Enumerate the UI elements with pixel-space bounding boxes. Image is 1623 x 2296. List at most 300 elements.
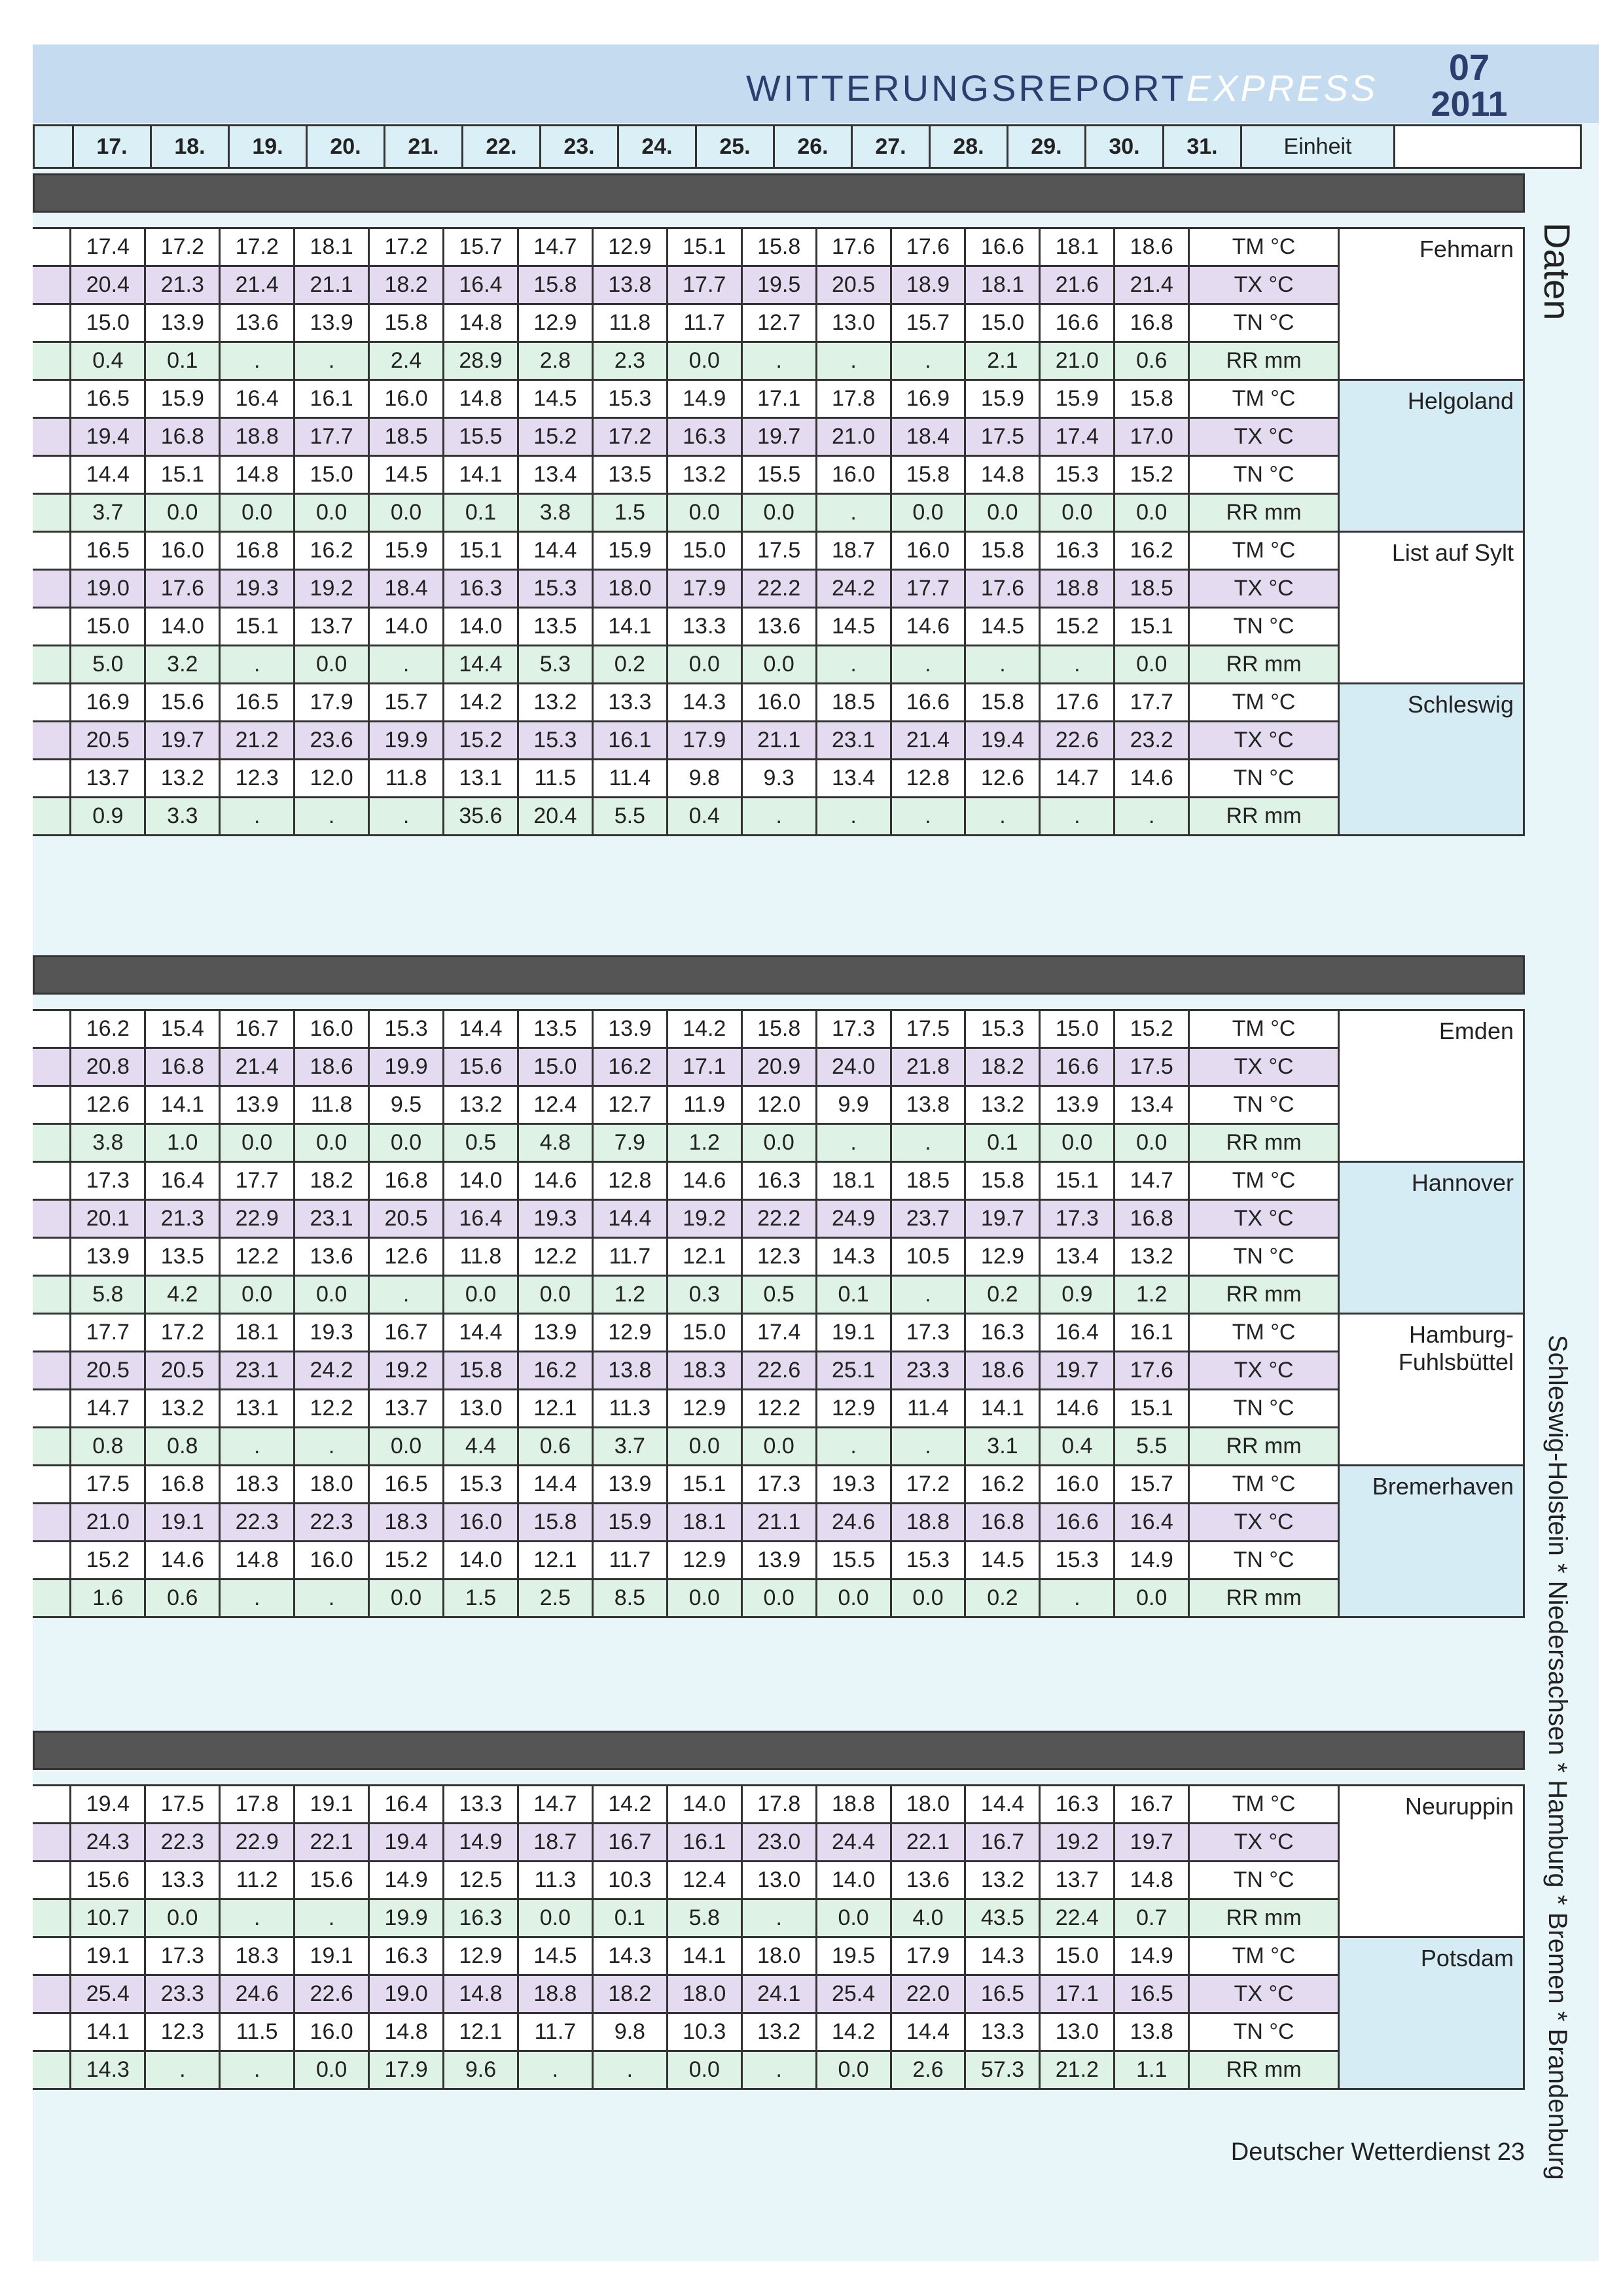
- value-cell: 14.0: [816, 1862, 891, 1899]
- value-cell: 16.2: [965, 1466, 1040, 1504]
- value-cell: 0.0: [145, 494, 220, 532]
- value-cell: 13.8: [891, 1086, 965, 1124]
- value-cell: 24.3: [71, 1824, 145, 1862]
- value-cell: 19.3: [220, 570, 294, 608]
- unit-cell: TM °C: [1189, 1162, 1339, 1200]
- value-cell: 0.0: [145, 1899, 220, 1937]
- value-cell: 15.3: [444, 1466, 518, 1504]
- value-cell: 14.8: [220, 1542, 294, 1580]
- value-cell: 18.1: [816, 1162, 891, 1200]
- value-cell: 18.3: [369, 1504, 444, 1542]
- value-cell: 14.4: [444, 646, 518, 684]
- value-cell: 17.5: [1115, 1048, 1189, 1086]
- value-cell: 17.6: [965, 570, 1040, 608]
- value-cell: 4.8: [518, 1124, 592, 1162]
- value-cell: 18.3: [220, 1466, 294, 1504]
- unit-cell: TN °C: [1189, 608, 1339, 646]
- value-cell: 16.0: [1040, 1466, 1115, 1504]
- row-spacer-cell: [33, 646, 71, 684]
- value-cell: 18.5: [891, 1162, 965, 1200]
- value-cell: 13.8: [592, 1352, 667, 1390]
- value-cell: 14.3: [965, 1937, 1040, 1975]
- value-cell: 0.0: [1115, 494, 1189, 532]
- table-row: [33, 380, 1524, 418]
- section-title-bar: [33, 955, 1525, 995]
- value-cell: 13.3: [965, 2013, 1040, 2051]
- row-spacer-cell: [33, 228, 71, 266]
- value-cell: 0.5: [444, 1124, 518, 1162]
- value-cell: 15.8: [1115, 380, 1189, 418]
- table-row: [33, 608, 1524, 646]
- value-cell: 9.6: [444, 2051, 518, 2089]
- value-cell: 12.6: [965, 760, 1040, 798]
- value-cell: 14.5: [965, 608, 1040, 646]
- value-cell: 17.0: [1115, 418, 1189, 456]
- value-cell: .: [1040, 798, 1115, 836]
- value-cell: 15.1: [220, 608, 294, 646]
- unit-cell: TM °C: [1189, 1314, 1339, 1352]
- value-cell: 18.5: [369, 418, 444, 456]
- value-cell: 11.5: [220, 2013, 294, 2051]
- table-row: [33, 1899, 1524, 1937]
- value-cell: 22.4: [1040, 1899, 1115, 1937]
- value-cell: 11.8: [444, 1238, 518, 1276]
- table-row: [33, 684, 1524, 722]
- value-cell: 1.5: [592, 494, 667, 532]
- value-cell: 11.7: [592, 1542, 667, 1580]
- value-cell: 10.3: [592, 1862, 667, 1899]
- row-spacer-cell: [33, 494, 71, 532]
- value-cell: .: [294, 1428, 369, 1466]
- value-cell: 14.9: [1115, 1937, 1189, 1975]
- value-cell: 10.5: [891, 1238, 965, 1276]
- value-cell: 16.0: [891, 532, 965, 570]
- value-cell: 15.8: [965, 532, 1040, 570]
- station-name: Helgoland: [1338, 380, 1524, 532]
- value-cell: 0.0: [741, 1124, 816, 1162]
- value-cell: 4.2: [145, 1276, 220, 1314]
- section-title-bar: [33, 1731, 1525, 1770]
- value-cell: 0.0: [220, 1276, 294, 1314]
- value-cell: 18.6: [294, 1048, 369, 1086]
- unit-cell: TN °C: [1189, 1238, 1339, 1276]
- table-row: [33, 1314, 1524, 1352]
- unit-cell: TX °C: [1189, 1352, 1339, 1390]
- value-cell: 15.8: [518, 266, 592, 304]
- value-cell: 18.8: [891, 1504, 965, 1542]
- value-cell: 17.8: [816, 380, 891, 418]
- value-cell: 8.5: [592, 1580, 667, 1617]
- value-cell: 18.8: [518, 1975, 592, 2013]
- unit-cell: RR mm: [1189, 1580, 1339, 1617]
- value-cell: 13.3: [592, 684, 667, 722]
- value-cell: 22.9: [220, 1824, 294, 1862]
- value-cell: 15.2: [444, 722, 518, 760]
- value-cell: 12.2: [220, 1238, 294, 1276]
- value-cell: 3.8: [518, 494, 592, 532]
- value-cell: 13.7: [369, 1390, 444, 1428]
- value-cell: 14.3: [592, 1937, 667, 1975]
- value-cell: 16.6: [1040, 304, 1115, 342]
- day-header: 31.: [1164, 126, 1241, 168]
- value-cell: 19.7: [1040, 1352, 1115, 1390]
- unit-cell: TM °C: [1189, 1466, 1339, 1504]
- value-cell: 15.6: [145, 684, 220, 722]
- value-cell: 16.0: [816, 456, 891, 494]
- value-cell: 13.2: [518, 684, 592, 722]
- value-cell: 12.1: [444, 2013, 518, 2051]
- unit-cell: TX °C: [1189, 418, 1339, 456]
- value-cell: 0.6: [145, 1580, 220, 1617]
- value-cell: 16.4: [1040, 1314, 1115, 1352]
- value-cell: 16.6: [891, 684, 965, 722]
- value-cell: 17.2: [145, 1314, 220, 1352]
- table-row: [33, 418, 1524, 456]
- value-cell: 0.0: [741, 1580, 816, 1617]
- value-cell: 16.2: [592, 1048, 667, 1086]
- value-cell: 16.7: [369, 1314, 444, 1352]
- table-row: [33, 1048, 1524, 1086]
- value-cell: 16.3: [444, 1899, 518, 1937]
- value-cell: 9.8: [592, 2013, 667, 2051]
- day-header: 21.: [385, 126, 463, 168]
- value-cell: 21.3: [145, 1200, 220, 1238]
- unit-cell: TX °C: [1189, 722, 1339, 760]
- value-cell: 14.6: [518, 1162, 592, 1200]
- table-row: [33, 798, 1524, 836]
- value-cell: 13.2: [667, 456, 741, 494]
- row-spacer-cell: [33, 1862, 71, 1899]
- value-cell: 0.0: [294, 2051, 369, 2089]
- day-header: 24.: [618, 126, 696, 168]
- value-cell: 16.5: [965, 1975, 1040, 2013]
- value-cell: 21.1: [741, 722, 816, 760]
- table-row: [33, 266, 1524, 304]
- value-cell: 18.8: [816, 1786, 891, 1824]
- value-cell: 12.7: [741, 304, 816, 342]
- table-row: [33, 1010, 1524, 1048]
- value-cell: 14.2: [592, 1786, 667, 1824]
- row-spacer-cell: [33, 1542, 71, 1580]
- value-cell: 18.3: [667, 1352, 741, 1390]
- value-cell: 19.1: [294, 1786, 369, 1824]
- value-cell: 17.3: [741, 1466, 816, 1504]
- unit-cell: RR mm: [1189, 1276, 1339, 1314]
- value-cell: 24.6: [220, 1975, 294, 2013]
- row-spacer-cell: [33, 266, 71, 304]
- value-cell: 9.8: [667, 760, 741, 798]
- value-cell: 18.0: [294, 1466, 369, 1504]
- value-cell: 11.7: [592, 1238, 667, 1276]
- value-cell: .: [1040, 646, 1115, 684]
- table-row: [33, 1238, 1524, 1276]
- table-row: [33, 1786, 1524, 1824]
- value-cell: 15.2: [71, 1542, 145, 1580]
- value-cell: 17.6: [816, 228, 891, 266]
- value-cell: 19.9: [369, 722, 444, 760]
- value-cell: 17.7: [891, 570, 965, 608]
- row-spacer-cell: [33, 684, 71, 722]
- value-cell: 20.5: [816, 266, 891, 304]
- value-cell: 19.7: [1115, 1824, 1189, 1862]
- value-cell: 16.8: [369, 1162, 444, 1200]
- value-cell: 17.1: [741, 380, 816, 418]
- row-spacer-cell: [33, 1276, 71, 1314]
- value-cell: 18.6: [1115, 228, 1189, 266]
- value-cell: 16.8: [145, 1048, 220, 1086]
- value-cell: 15.8: [444, 1352, 518, 1390]
- value-cell: 17.9: [891, 1937, 965, 1975]
- value-cell: 12.6: [71, 1086, 145, 1124]
- value-cell: 18.2: [965, 1048, 1040, 1086]
- value-cell: 1.2: [1115, 1276, 1189, 1314]
- value-cell: 1.1: [1115, 2051, 1189, 2089]
- value-cell: 2.1: [965, 342, 1040, 380]
- value-cell: 21.2: [220, 722, 294, 760]
- value-cell: .: [816, 798, 891, 836]
- value-cell: 0.0: [891, 494, 965, 532]
- value-cell: 0.0: [816, 2051, 891, 2089]
- unit-cell: TX °C: [1189, 266, 1339, 304]
- value-cell: 12.9: [816, 1390, 891, 1428]
- table-row: [33, 722, 1524, 760]
- value-cell: 13.7: [1040, 1862, 1115, 1899]
- value-cell: 0.0: [518, 1899, 592, 1937]
- value-cell: 14.0: [145, 608, 220, 646]
- row-spacer-cell: [33, 1086, 71, 1124]
- value-cell: 16.2: [294, 532, 369, 570]
- value-cell: 17.7: [220, 1162, 294, 1200]
- value-cell: 15.7: [891, 304, 965, 342]
- value-cell: 0.0: [220, 1124, 294, 1162]
- value-cell: 14.4: [592, 1200, 667, 1238]
- value-cell: 23.1: [294, 1200, 369, 1238]
- value-cell: 17.1: [667, 1048, 741, 1086]
- value-cell: 16.8: [1115, 1200, 1189, 1238]
- table-row: [33, 1390, 1524, 1428]
- value-cell: 11.4: [592, 760, 667, 798]
- value-cell: 0.8: [71, 1428, 145, 1466]
- value-cell: .: [1040, 1580, 1115, 1617]
- value-cell: 16.4: [220, 380, 294, 418]
- station-data-table: [33, 1784, 1525, 2090]
- value-cell: .: [220, 1580, 294, 1617]
- row-spacer-cell: [33, 1010, 71, 1048]
- value-cell: 17.5: [891, 1010, 965, 1048]
- value-cell: 0.1: [816, 1276, 891, 1314]
- value-cell: 17.2: [369, 228, 444, 266]
- value-cell: 19.1: [294, 1937, 369, 1975]
- value-cell: .: [816, 494, 891, 532]
- unit-cell: TX °C: [1189, 1824, 1339, 1862]
- value-cell: 11.4: [891, 1390, 965, 1428]
- value-cell: 16.6: [1040, 1048, 1115, 1086]
- value-cell: 22.3: [294, 1504, 369, 1542]
- value-cell: 0.6: [518, 1428, 592, 1466]
- value-cell: 0.0: [667, 1428, 741, 1466]
- row-spacer-cell: [33, 760, 71, 798]
- value-cell: 16.4: [1115, 1504, 1189, 1542]
- value-cell: 14.0: [444, 608, 518, 646]
- value-cell: 14.4: [518, 1466, 592, 1504]
- day-header: 25.: [696, 126, 774, 168]
- value-cell: 16.3: [741, 1162, 816, 1200]
- value-cell: 18.1: [220, 1314, 294, 1352]
- row-spacer-cell: [33, 1314, 71, 1352]
- day-header: 28.: [930, 126, 1008, 168]
- value-cell: 0.2: [592, 646, 667, 684]
- value-cell: 0.0: [667, 646, 741, 684]
- row-spacer-cell: [33, 532, 71, 570]
- value-cell: 18.9: [891, 266, 965, 304]
- unit-cell: RR mm: [1189, 646, 1339, 684]
- value-cell: 23.1: [220, 1352, 294, 1390]
- value-cell: 16.3: [444, 570, 518, 608]
- value-cell: 14.6: [145, 1542, 220, 1580]
- value-cell: 15.8: [965, 1162, 1040, 1200]
- value-cell: 13.6: [220, 304, 294, 342]
- value-cell: 18.2: [369, 266, 444, 304]
- value-cell: 17.4: [1040, 418, 1115, 456]
- value-cell: 15.0: [667, 1314, 741, 1352]
- value-cell: 7.9: [592, 1124, 667, 1162]
- value-cell: 2.3: [592, 342, 667, 380]
- value-cell: 16.7: [592, 1824, 667, 1862]
- value-cell: 11.8: [369, 760, 444, 798]
- value-cell: 18.0: [667, 1975, 741, 2013]
- value-cell: 15.3: [518, 570, 592, 608]
- row-spacer-cell: [33, 1504, 71, 1542]
- value-cell: 5.3: [518, 646, 592, 684]
- value-cell: 17.7: [294, 418, 369, 456]
- value-cell: 11.8: [592, 304, 667, 342]
- value-cell: 3.7: [71, 494, 145, 532]
- value-cell: 14.6: [1040, 1390, 1115, 1428]
- value-cell: 16.0: [294, 2013, 369, 2051]
- value-cell: .: [965, 646, 1040, 684]
- value-cell: 17.4: [741, 1314, 816, 1352]
- value-cell: 20.9: [741, 1048, 816, 1086]
- value-cell: 3.8: [71, 1124, 145, 1162]
- value-cell: 15.9: [592, 1504, 667, 1542]
- value-cell: 0.9: [71, 798, 145, 836]
- row-spacer-cell: [33, 570, 71, 608]
- value-cell: 18.2: [592, 1975, 667, 2013]
- value-cell: 14.5: [518, 1937, 592, 1975]
- value-cell: 0.7: [1115, 1899, 1189, 1937]
- value-cell: 19.2: [1040, 1824, 1115, 1862]
- issue-month: 07: [1448, 46, 1490, 88]
- table-row: [33, 1352, 1524, 1390]
- value-cell: 15.0: [965, 304, 1040, 342]
- value-cell: 11.3: [592, 1390, 667, 1428]
- value-cell: 15.1: [1115, 608, 1189, 646]
- value-cell: 19.4: [965, 722, 1040, 760]
- value-cell: .: [891, 798, 965, 836]
- value-cell: 13.9: [518, 1314, 592, 1352]
- value-cell: 15.0: [518, 1048, 592, 1086]
- value-cell: 0.2: [965, 1580, 1040, 1617]
- value-cell: 12.3: [741, 1238, 816, 1276]
- value-cell: .: [741, 1899, 816, 1937]
- row-spacer-cell: [33, 304, 71, 342]
- value-cell: 14.4: [444, 1010, 518, 1048]
- table-row: [33, 1200, 1524, 1238]
- value-cell: 19.2: [369, 1352, 444, 1390]
- value-cell: 0.4: [1040, 1428, 1115, 1466]
- value-cell: 20.8: [71, 1048, 145, 1086]
- value-cell: 14.3: [667, 684, 741, 722]
- value-cell: 19.7: [741, 418, 816, 456]
- value-cell: 19.4: [71, 1786, 145, 1824]
- unit-cell: TM °C: [1189, 532, 1339, 570]
- value-cell: 16.5: [71, 532, 145, 570]
- value-cell: 0.0: [369, 1428, 444, 1466]
- value-cell: 0.0: [667, 342, 741, 380]
- value-cell: 19.0: [369, 1975, 444, 2013]
- value-cell: 21.0: [1040, 342, 1115, 380]
- value-cell: 13.4: [1115, 1086, 1189, 1124]
- value-cell: 15.3: [592, 380, 667, 418]
- value-cell: 13.2: [965, 1862, 1040, 1899]
- value-cell: 12.4: [518, 1086, 592, 1124]
- table-row: [33, 1542, 1524, 1580]
- value-cell: 18.1: [965, 266, 1040, 304]
- value-cell: 0.0: [294, 1124, 369, 1162]
- value-cell: 1.5: [444, 1580, 518, 1617]
- value-cell: 20.5: [71, 722, 145, 760]
- value-cell: 17.1: [1040, 1975, 1115, 2013]
- section-3: [33, 1731, 1525, 2090]
- report-title: [746, 67, 1378, 109]
- value-cell: 13.9: [592, 1010, 667, 1048]
- value-cell: 12.9: [667, 1390, 741, 1428]
- value-cell: 14.5: [518, 380, 592, 418]
- value-cell: 12.1: [667, 1238, 741, 1276]
- value-cell: 15.9: [1040, 380, 1115, 418]
- value-cell: 22.3: [220, 1504, 294, 1542]
- value-cell: 21.0: [71, 1504, 145, 1542]
- value-cell: 13.9: [1040, 1086, 1115, 1124]
- row-spacer-cell: [33, 342, 71, 380]
- value-cell: 12.2: [518, 1238, 592, 1276]
- unit-cell: TX °C: [1189, 1504, 1339, 1542]
- table-row: [33, 1937, 1524, 1975]
- unit-cell: RR mm: [1189, 1428, 1339, 1466]
- value-cell: 3.3: [145, 798, 220, 836]
- value-cell: 21.4: [220, 1048, 294, 1086]
- value-cell: 15.0: [1040, 1937, 1115, 1975]
- value-cell: .: [965, 798, 1040, 836]
- value-cell: 15.9: [592, 532, 667, 570]
- value-cell: 0.0: [1115, 646, 1189, 684]
- value-cell: 18.1: [667, 1504, 741, 1542]
- value-cell: 19.7: [145, 722, 220, 760]
- value-cell: 16.3: [965, 1314, 1040, 1352]
- value-cell: 9.9: [816, 1086, 891, 1124]
- value-cell: 14.8: [444, 304, 518, 342]
- value-cell: .: [220, 1428, 294, 1466]
- value-cell: 15.2: [1115, 456, 1189, 494]
- value-cell: 17.5: [965, 418, 1040, 456]
- value-cell: .: [220, 342, 294, 380]
- value-cell: 2.5: [518, 1580, 592, 1617]
- value-cell: 18.5: [1115, 570, 1189, 608]
- day-header: 19.: [229, 126, 307, 168]
- value-cell: 15.3: [369, 1010, 444, 1048]
- value-cell: 14.7: [1040, 760, 1115, 798]
- unit-header: Einheit: [1241, 126, 1395, 168]
